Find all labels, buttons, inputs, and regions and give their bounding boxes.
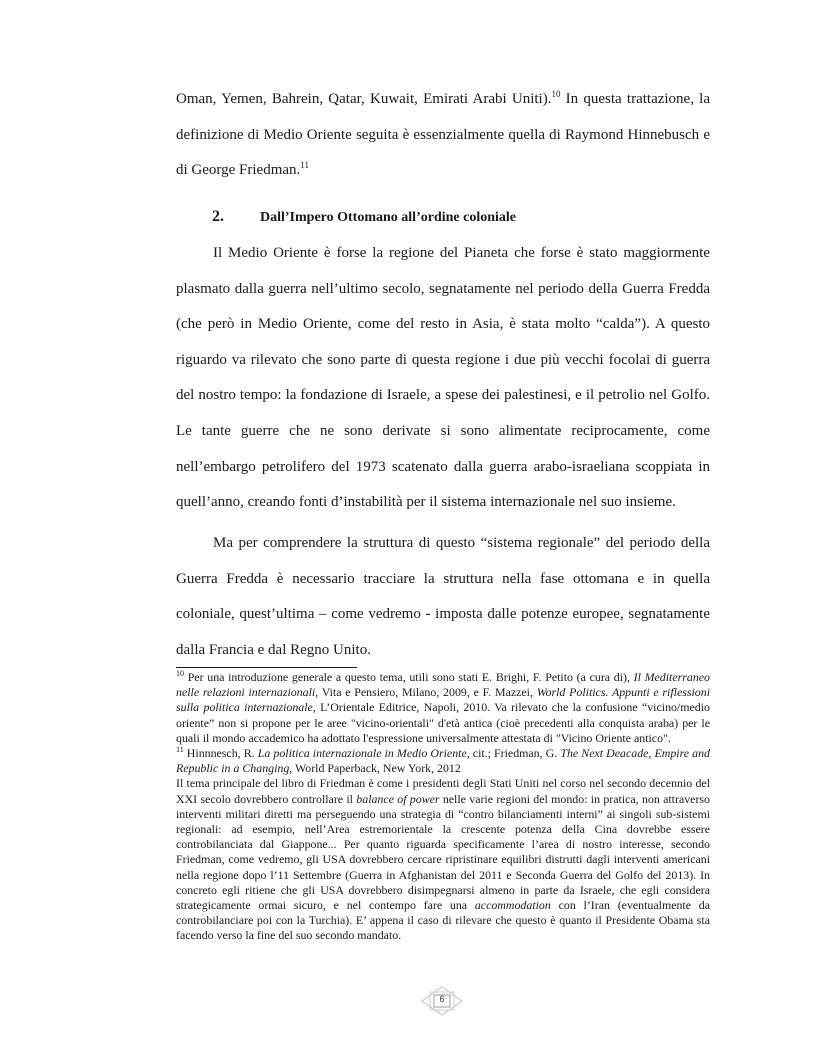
footnote-ref-10[interactable]: 10 bbox=[551, 89, 561, 99]
footnote-extra-italic-2: accommodation bbox=[474, 898, 551, 913]
footnote-11-text-1: Hinnnesch, R. bbox=[183, 746, 258, 761]
body-paragraph-2: Ma per comprendere la struttura di questo “sistema regionale” del periodo della Guerra Fredda è necessario tracciare la struttura nella fase ottomana e in quella coloniale, quest’ultima – come vedremo - imposta dalle potenze europee, segnatamente dalla Francia e dal Regno Unito. bbox=[176, 535, 710, 658]
footnote-11-text-3: , World Paperback, New York, 2012 bbox=[289, 761, 461, 776]
footnote-10-text-1: Per una introduzione generale a questo tema, utili sono stati E. Brighi, F. Petito (a cura di), bbox=[184, 670, 634, 684]
footnote-separator bbox=[176, 667, 357, 668]
footnote-11-title-2: The Next Deacade, Empire and Republic in a Changing bbox=[176, 746, 710, 776]
footnote-extra-text-1: Il tema principale del libro di Friedman è come i presidenti degli Stati Uniti nel corso nel secondo decennio del XXI secolo dovrebbero controllare il bbox=[176, 776, 710, 806]
footnote-extra-italic-1: balance of power bbox=[356, 791, 440, 806]
footnote-extra-text-3: con l’Iran (eventualmente da controbilanciare poi con la Turchia). E’ appena il caso di rilevare che questo è quanto il Presidente Obama sta facendo verso la fine del suo secondo mandato. bbox=[176, 898, 710, 943]
intro-text-b: In questa trattazione, la definizione di Medio Oriente seguita è essenzialmente quella di Raymond Hinnebusch e di George Friedman. bbox=[176, 91, 710, 179]
footnote-11-continuation bbox=[176, 776, 710, 943]
footnote-extra-text-2: nelle varie regioni del mondo: in pratica, non attraverso interventi militari diretti ma perseguendo una strategia di “contro bilanciamenti interni” ai singoli sub-sistemi regionali: ad esempio, nell’Area estremorientale la crescente potenza della Cina dovrebbe essere controbilanciata dal Giappone... Per quanto riguarda specificamente l’area di nostro interesse, secondo Friedman, come vedremo, gli USA dovrebbero cercare ripristinare equilibri distrutti dagli interventi americani nella regione dopo l’11 Settembre (Guerra in Afghanistan del 2011 e Seconda Guerra del Golfo del 2013). In concreto egli ritiene che gli USA dovrebbero disimpegnarsi almeno in parte da Israele, che egli considera strategicamente ormai sicuro, e nel contempo fare una bbox=[176, 791, 710, 913]
section-number: 2. bbox=[212, 208, 224, 225]
section-heading bbox=[212, 208, 516, 226]
intro-paragraph bbox=[176, 82, 710, 189]
footnote-11 bbox=[176, 746, 710, 776]
footnote-11-text-2: , cit.; Friedman, G. bbox=[466, 746, 561, 761]
footnote-11-title-1: La politica internazionale in Medio Oriente bbox=[257, 746, 467, 761]
footnotes-block bbox=[176, 670, 710, 944]
footnote-10-title-2: World Politics. Appunti e riflessioni sulla politica internazionale bbox=[176, 685, 711, 715]
body-paragraph-1: Il Medio Oriente è forse la regione del Pianeta che forse è stato maggiormente plasmato dalla guerra nell’ultimo secolo, segnatamente nel periodo della Guerra Fredda (che però in Medio Oriente, come del resto in Asia, è stata molto “calda”). A questo riguardo va rilevato che sono parte di questa regione i due più vecchi focolai di guerra del nostro tempo: la fondazione di Israele, a spese dei palestinesi, e il petrolio nel Golfo. Le tante guerre che ne sono derivate si sono alimentate reciprocamente, come nell’embargo petrolifero del 1973 scatenato dalla guerra arabo-israeliana scoppiata in quell’anno, creando fonti d’instabilità per il sistema internazionale nel suo insieme. bbox=[176, 245, 710, 511]
page-number: 6 bbox=[439, 994, 445, 1004]
footnote-11-mark: 11 bbox=[176, 745, 184, 755]
page-number-ornament bbox=[421, 986, 463, 1016]
section-title: Dall’Impero Ottomano all’ordine coloniale bbox=[260, 210, 516, 225]
footnote-10-mark: 10 bbox=[176, 669, 184, 679]
footnote-ref-11[interactable]: 11 bbox=[300, 160, 309, 171]
footnote-10-title-1: Il Mediterraneo nelle relazioni internazionali bbox=[176, 670, 710, 700]
intro-text-a: Oman, Yemen, Bahrein, Qatar, Kuwait, Emirati Arabi Uniti). bbox=[176, 91, 552, 107]
footnote-10-text-3: , L’Orientale Editrice, Napoli, 2010. Va rilevato che la confusione “vicino/medio oriente” non si propone per le aree "vicino-orientali" d'età antica (cioè precedenti alla conquista araba) per le quali il mondo accademico ha adottato l'espressione universalmente attestata di "Vicino Oriente antico". bbox=[176, 700, 710, 745]
footnote-10-text-2: , Vita e Pensiero, Milano, 2009, e F. Mazzei, bbox=[315, 685, 537, 700]
footnote-10 bbox=[176, 670, 710, 746]
